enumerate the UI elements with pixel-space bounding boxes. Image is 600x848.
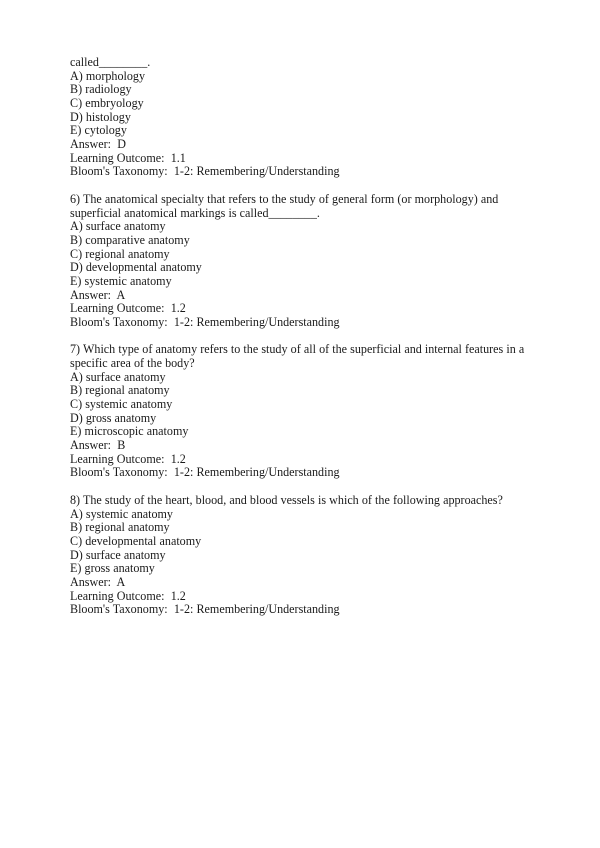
question-block-7 (70, 343, 526, 480)
blooms-taxonomy: Bloom's Taxonomy: 1-2: Remembering/Understanding (70, 465, 340, 480)
answer-option-a: A) morphology (70, 68, 146, 83)
answer-key: Answer: D (70, 136, 126, 151)
answer-option-e: E) gross anatomy (70, 561, 155, 576)
answer-option-e: E) systemic anatomy (70, 273, 172, 288)
answer-option-c: C) regional anatomy (70, 246, 170, 261)
answer-option-d: D) histology (70, 109, 131, 124)
question-stem: 8) The study of the heart, blood, and blood vessels is which of the following approaches? (70, 493, 503, 508)
answer-option-c: C) systemic anatomy (70, 397, 173, 412)
blooms-taxonomy: Bloom's Taxonomy: 1-2: Remembering/Understanding (70, 602, 340, 617)
answer-option-c: C) embryology (70, 95, 144, 110)
answer-option-a: A) surface anatomy (70, 219, 166, 234)
blooms-taxonomy: Bloom's Taxonomy: 1-2: Remembering/Understanding (70, 164, 340, 179)
question-stem: 6) The anatomical specialty that refers to the study of general form (or morphology) and superficial anatomical markings is called________. (70, 191, 502, 220)
question-block-continued (70, 56, 526, 179)
answer-option-e: E) cytology (70, 123, 127, 138)
answer-key: Answer: A (70, 287, 126, 302)
answer-option-a: A) systemic anatomy (70, 506, 173, 521)
page-content (70, 56, 526, 617)
question-block-8 (70, 494, 526, 617)
question-block-6 (70, 193, 526, 330)
learning-outcome: Learning Outcome: 1.1 (70, 150, 186, 165)
answer-option-b: B) regional anatomy (70, 520, 170, 535)
question-stem: 7) Which type of anatomy refers to the study of all of the superficial and internal features in a specific area of the body? (70, 342, 528, 371)
answer-key: Answer: A (70, 574, 126, 589)
blooms-taxonomy: Bloom's Taxonomy: 1-2: Remembering/Understanding (70, 314, 340, 329)
answer-option-d: D) developmental anatomy (70, 260, 202, 275)
answer-option-d: D) surface anatomy (70, 547, 166, 562)
answer-option-c: C) developmental anatomy (70, 534, 202, 548)
answer-option-b: B) comparative anatomy (70, 232, 190, 247)
answer-option-b: B) radiology (70, 82, 132, 97)
question-stem: called________. (70, 55, 151, 69)
answer-key: Answer: B (70, 438, 126, 453)
answer-option-e: E) microscopic anatomy (70, 424, 189, 439)
answer-option-a: A) surface anatomy (70, 369, 166, 384)
learning-outcome: Learning Outcome: 1.2 (70, 301, 186, 316)
answer-option-b: B) regional anatomy (70, 383, 170, 398)
learning-outcome: Learning Outcome: 1.2 (70, 588, 186, 603)
answer-option-d: D) gross anatomy (70, 410, 157, 425)
learning-outcome: Learning Outcome: 1.2 (70, 451, 186, 466)
